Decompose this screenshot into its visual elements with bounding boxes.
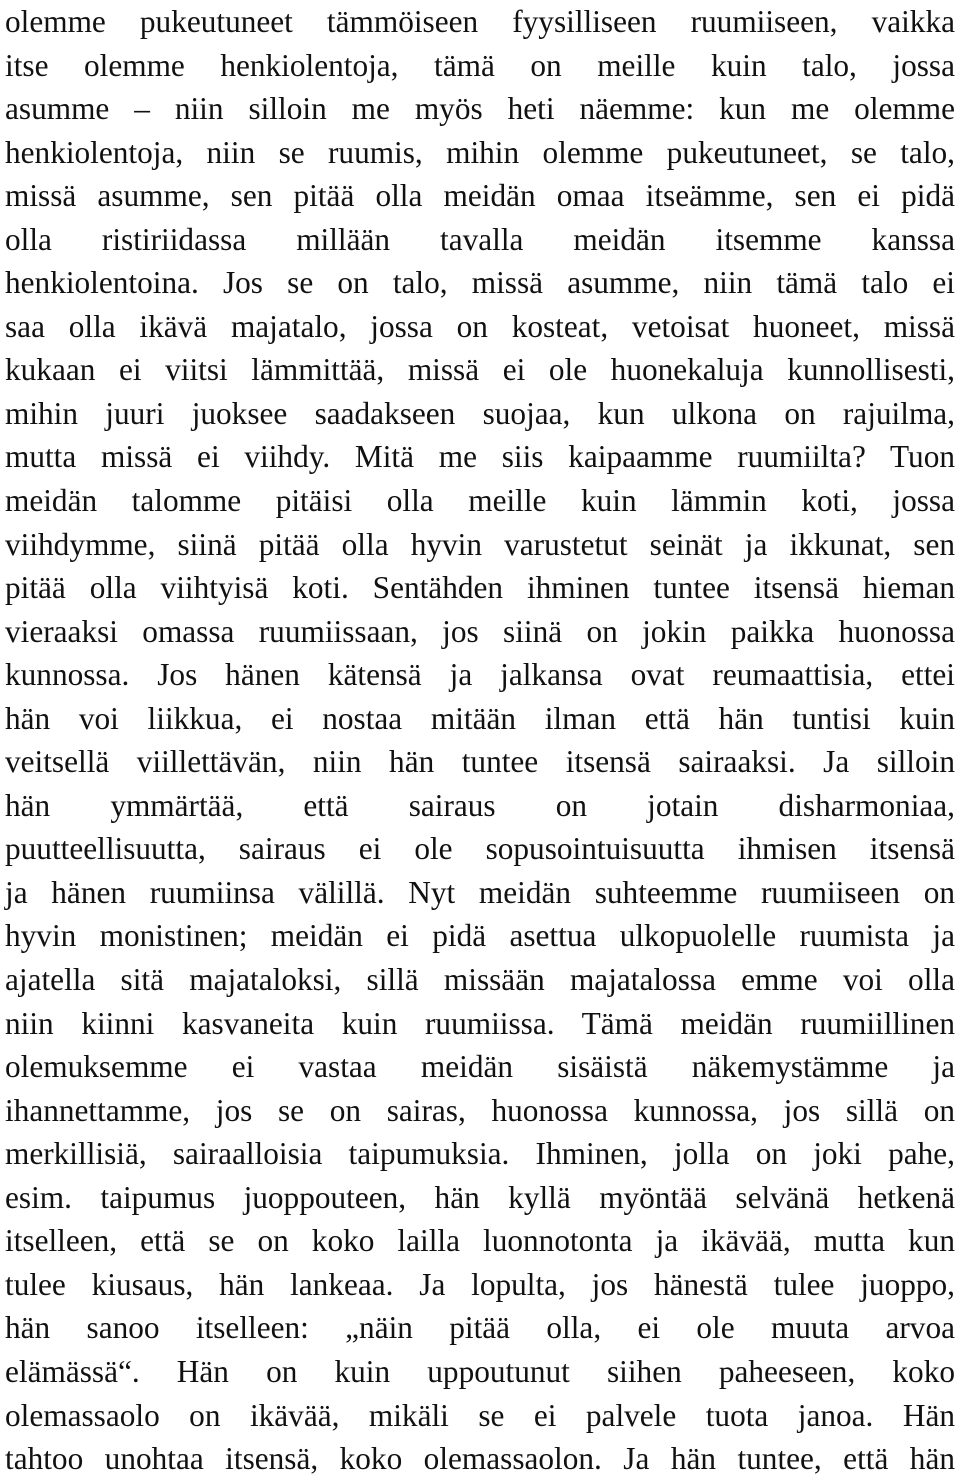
text-line: olemuksemme ei vastaa meidän sisäistä näkemystämme ja xyxy=(5,1049,955,1085)
text-line: niin kiinni kasvaneita kuin ruumiissa. Tämä meidän ruumiillinen xyxy=(5,1005,955,1041)
text-line: vieraaksi omassa ruumiissaan, jos siinä on jokin paikka huonossa xyxy=(5,613,955,649)
text-line: olemassaolo on ikävää, mikäli se ei palvele tuota janoa. Hän xyxy=(5,1397,955,1433)
text-line: ajatella sitä majataloksi, sillä missään majatalossa emme voi olla xyxy=(5,962,955,998)
text-line: puutteellisuutta, sairaus ei ole sopusointuisuutta ihmisen itsensä xyxy=(5,831,955,867)
text-line: olemme pukeutuneet tämmöiseen fyysilliseen ruumiiseen, vaikka xyxy=(5,4,955,39)
document-page xyxy=(5,0,955,1481)
text-line: itse olemme henkiolentoja, tämä on meille kuin talo, jossa xyxy=(5,47,955,83)
text-line: tulee kiusaus, hän lankeaa. Ja lopulta, jos hänestä tulee juoppo, xyxy=(5,1266,955,1302)
text-line: saa olla ikävä majatalo, jossa on kosteat, vetoisat huoneet, missä xyxy=(5,308,955,344)
text-line: pitää olla viihtyisä koti. Sentähden ihminen tuntee itsensä hieman xyxy=(5,570,955,606)
text-line: esim. taipumus juoppouteen, hän kyllä myöntää selvänä hetkenä xyxy=(5,1179,955,1215)
text-line: missä asumme, sen pitää olla meidän omaa itseämme, sen ei pidä xyxy=(5,178,955,214)
text-line: hän voi liikkua, ei nostaa mitään ilman että hän tuntisi kuin xyxy=(5,700,955,736)
text-line: elämässä“. Hän on kuin uppoutunut siihen paheeseen, koko xyxy=(5,1353,955,1389)
text-line: ihannettamme, jos se on sairas, huonossa kunnossa, jos sillä on xyxy=(5,1092,955,1128)
text-line: henkiolentoina. Jos se on talo, missä asumme, niin tämä talo ei xyxy=(5,265,955,301)
text-line: tahtoo unohtaa itsensä, koko olemassaolon. Ja hän tuntee, että hän xyxy=(5,1441,955,1477)
text-line: itselleen, että se on koko lailla luonnotonta ja ikävää, mutta kun xyxy=(5,1223,955,1259)
text-line: merkillisiä, sairaalloisia taipumuksia. Ihminen, jolla on joki pahe, xyxy=(5,1136,955,1172)
text-line: meidän talomme pitäisi olla meille kuin lämmin koti, jossa xyxy=(5,483,955,519)
text-line: hän ymmärtää, että sairaus on jotain disharmoniaa, xyxy=(5,787,955,823)
text-line: mutta missä ei viihdy. Mitä me siis kaipaamme ruumiilta? Tuon xyxy=(5,439,955,475)
text-line: mihin juuri juoksee saadakseen suojaa, kun ulkona on rajuilma, xyxy=(5,395,955,431)
text-line: henkiolentoja, niin se ruumis, mihin olemme pukeutuneet, se talo, xyxy=(5,134,955,170)
text-line: ja hänen ruumiinsa välillä. Nyt meidän suhteemme ruumiiseen on xyxy=(5,874,955,910)
text-line: hän sanoo itselleen: „näin pitää olla, ei ole muuta arvoa xyxy=(5,1310,955,1346)
text-line: veitsellä viillettävän, niin hän tuntee itsensä sairaaksi. Ja silloin xyxy=(5,744,955,780)
text-line: viihdymme, siinä pitää olla hyvin varustetut seinät ja ikkunat, sen xyxy=(5,526,955,562)
text-line: kunnossa. Jos hänen kätensä ja jalkansa ovat reumaattisia, ettei xyxy=(5,657,955,693)
text-line: asumme – niin silloin me myös heti näemme: kun me olemme xyxy=(5,91,955,127)
text-line: kukaan ei viitsi lämmittää, missä ei ole huonekaluja kunnollisesti, xyxy=(5,352,955,388)
text-line: hyvin monistinen; meidän ei pidä asettua ulkopuolelle ruumista ja xyxy=(5,918,955,954)
text-line: olla ristiriidassa millään tavalla meidän itsemme kanssa xyxy=(5,221,955,257)
